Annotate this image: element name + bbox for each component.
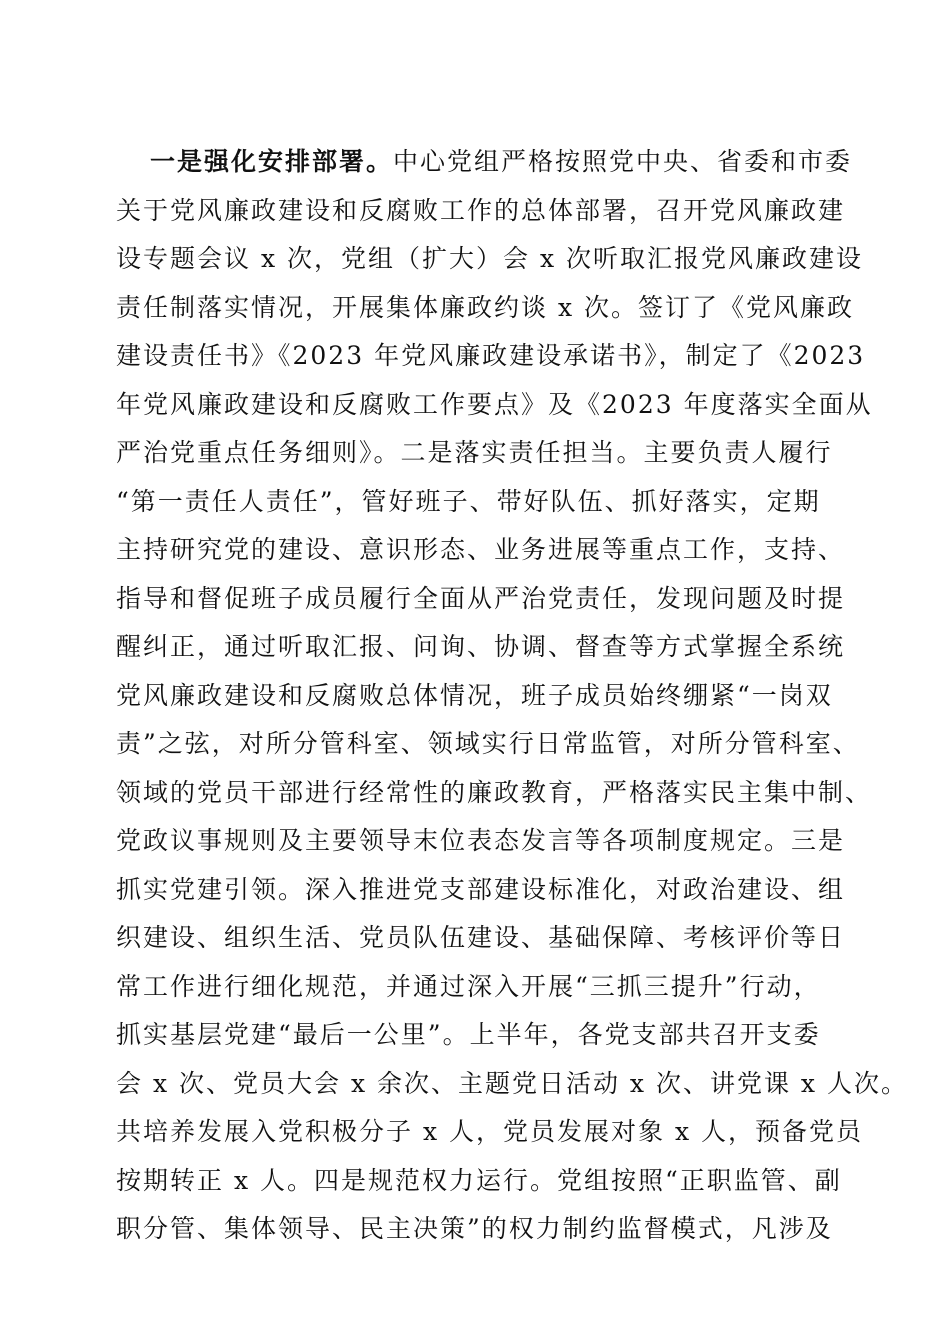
text-line: 建设责任书》《2023 年党风廉政建设承诺书》，制定了《2023	[116, 341, 866, 370]
text-line: 常工作进行细化规范，并通过深入开展“三抓三提升”行动，	[116, 971, 821, 1001]
text-line: 设专题会议 x 次，党组（扩大）会 x 次听取汇报党风廉政建设	[116, 244, 863, 273]
body-paragraph	[116, 146, 908, 1262]
text-line: 党风廉政建设和反腐败总体情况，班子成员始终绷紧“一岗双	[116, 680, 833, 710]
text-line: 抓实党建引领。深入推进党支部建设标准化，对政治建设、组	[116, 874, 846, 904]
text-line: 党政议事规则及主要领导末位表态发言等各项制度规定。三是	[116, 826, 846, 855]
text-line: 责任制落实情况，开展集体廉政约谈 x 次。签订了《党风廉政	[116, 292, 854, 322]
text-line: 醒纠正，通过听取汇报、问询、协调、督查等方式掌握全系统	[116, 632, 846, 661]
text-line: 责”之弦，对所分管科室、领域实行日常监管，对所分管科室、	[116, 729, 860, 758]
text-line: 共培养发展入党积极分子 x 人，党员发展对象 x 人，预备党员	[116, 1117, 863, 1146]
line-text: 中心党组严格按照党中央、省委和市委	[393, 147, 853, 176]
text-line: 抓实基层党建“最后一公里”。上半年，各党支部共召开支委	[116, 1020, 821, 1049]
text-line: 主持研究党的建设、意识形态、业务进展等重点工作，支持、	[116, 535, 846, 564]
text-line: 按期转正 x 人。四是规范权力运行。党组按照“正职监管、副	[116, 1165, 842, 1195]
text-line: 关于党风廉政建设和反腐败工作的总体部署，召开党风廉政建	[116, 195, 846, 225]
text-line: 年党风廉政建设和反腐败工作要点》及《2023 年度落实全面从	[116, 389, 873, 419]
text-line	[116, 146, 853, 195]
text-line: 职分管、集体领导、民主决策”的权力制约监督模式，凡涉及	[116, 1214, 833, 1243]
text-line: 领域的党员干部进行经常性的廉政教育，严格落实民主集中制、	[116, 777, 873, 807]
text-line: 织建设、组织生活、党员队伍建设、基础保障、考核评价等日	[116, 923, 846, 952]
text-line: 会 x 次、党员大会 x 余次、主题党日活动 x 次、讲党课 x 人次。	[116, 1068, 908, 1098]
text-line: 严治党重点任务细则》。二是落实责任担当。主要负责人履行	[116, 438, 833, 467]
text-line: “第一责任人责任”，管好班子、带好队伍、抓好落实，定期	[116, 486, 821, 516]
section-lead: 一是强化安排部署。	[150, 147, 394, 176]
text-line: 指导和督促班子成员履行全面从严治党责任，发现问题及时提	[116, 583, 846, 613]
